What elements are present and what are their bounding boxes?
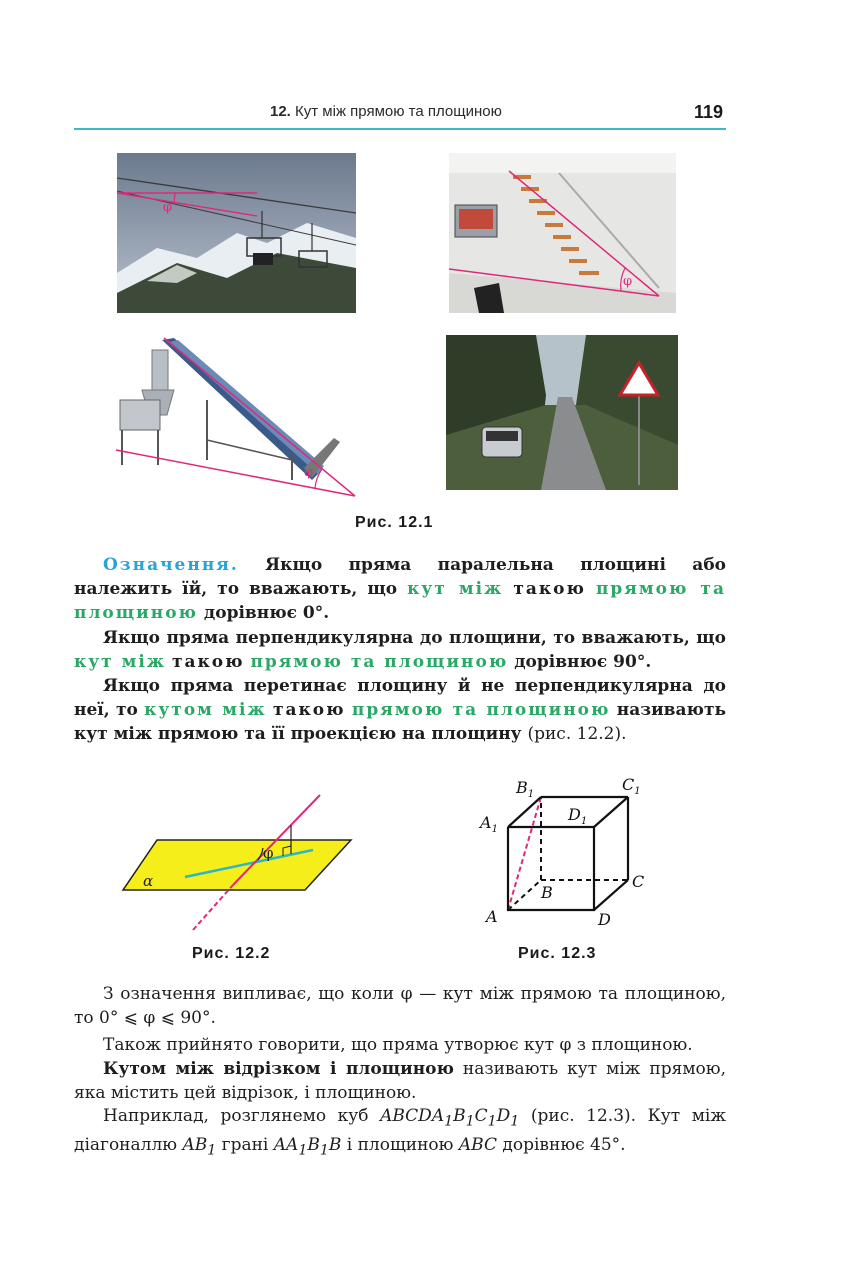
label-C1-sub: 1 — [634, 786, 641, 797]
label-C1: C — [622, 775, 635, 794]
label-D1-sub: 1 — [580, 816, 588, 827]
label-B1-sub: 1 — [527, 789, 535, 800]
label-D1: D — [568, 805, 581, 824]
p7-face-sub2: 1 — [319, 1142, 329, 1159]
p3-text-b: називають кут між прямою та її проекцією на площину — [74, 700, 727, 744]
label-A1-sub: 1 — [491, 824, 498, 835]
alpha-label: α — [143, 872, 154, 890]
p7-face-b: B — [307, 1135, 320, 1156]
label-A: A — [486, 907, 498, 926]
svg-text:C1 — [622, 775, 641, 797]
paragraph-4 — [74, 982, 726, 1030]
word-takoyu-3: такою — [272, 700, 346, 720]
p7-ab-sub: 1 — [207, 1142, 217, 1159]
paragraph-5 — [74, 1033, 726, 1057]
p7-cube-b: B — [453, 1106, 466, 1126]
fig-12-1-caption: Рис. 12.1 — [355, 514, 434, 531]
svg-text:D1 — [567, 805, 587, 827]
phi-label-photo2: φ — [623, 274, 633, 289]
p1-text-b: дорівнює 0°. — [203, 603, 330, 623]
term-kut-mizh: кут між — [407, 579, 504, 599]
photo-staircase — [449, 153, 676, 313]
term-kutom-mizh: кутом між — [144, 700, 267, 720]
chapter-title: Кут між прямою та площиною — [295, 103, 502, 120]
p3-text-c: (рис. 12.2). — [527, 724, 627, 744]
p7-face-b2: B — [328, 1135, 342, 1156]
definition-paragraph-1 — [74, 553, 726, 625]
definition-label: Означення. — [103, 555, 239, 575]
p7-abc: ABC — [458, 1135, 497, 1156]
p7-diagonal — [182, 1135, 217, 1159]
label-B: B — [541, 883, 553, 902]
figure-12-2 — [115, 790, 365, 940]
p3-text-a: Якщо пряма перетинає площину й не перпендикулярна до неї, то — [74, 676, 726, 720]
phi-label-photo1: φ — [163, 200, 173, 215]
p2-text-b: дорівнює 90°. — [514, 652, 652, 672]
p7-ab: AB — [182, 1135, 208, 1156]
definition-paragraph-3 — [74, 674, 726, 746]
p7-cube-c: C — [474, 1106, 488, 1126]
label-A1: A — [480, 813, 492, 832]
label-D: D — [598, 910, 611, 929]
p7-text-e: дорівнює 45°. — [502, 1135, 626, 1156]
word-takoyu-2: такою — [171, 652, 245, 672]
fig-12-3-caption: Рис. 12.3 — [518, 945, 597, 962]
label-C: C — [632, 872, 645, 891]
p7-face-aa: AA — [273, 1135, 299, 1156]
svg-text:B1 — [515, 778, 534, 800]
header-rule — [74, 128, 726, 130]
p4-text: З означення випливає, що коли φ — кут між прямою та площиною, то 0° ⩽ φ ⩽ 90°. — [74, 984, 726, 1028]
p5-text: Також прийнято говорити, що пряма утворює кут φ з площиною. — [103, 1035, 693, 1055]
p7-sub-a1: 1 — [444, 1113, 454, 1130]
term-kut-mizh-2: кут між — [74, 652, 167, 672]
p7-sub-d1: 1 — [510, 1113, 520, 1130]
p2-text-a: Якщо пряма перпендикулярна до площини, то вважають, що — [103, 628, 726, 648]
term-pryamoyu-2: прямою та площиною — [250, 652, 509, 672]
p1-text-a: Якщо пряма паралельна площині або належить їй, то вважають, що — [74, 555, 727, 599]
p7-face — [273, 1135, 342, 1159]
p6-bold: Кутом між відрізком і площиною — [103, 1059, 454, 1079]
fig-12-2-caption: Рис. 12.2 — [192, 945, 271, 962]
p7-text-d: і площиною — [346, 1135, 454, 1156]
p7-cube-d: D — [496, 1106, 511, 1126]
label-B1: B — [516, 778, 528, 797]
p7-sub-c1: 1 — [487, 1113, 497, 1130]
phi-label-fig2: φ — [263, 844, 274, 862]
word-takoyu: такою — [513, 579, 586, 599]
p7-text-c: грані — [221, 1135, 269, 1156]
term-pryamoyu-3: прямою та площиною — [351, 700, 611, 720]
photo-conveyor — [112, 330, 362, 500]
definition-paragraph-2 — [74, 626, 726, 674]
p7-text-b: (рис. 12.3). Кут між діагоналлю — [74, 1106, 726, 1156]
phi-label-photo3: φ — [304, 465, 314, 480]
chapter-number: 12. — [270, 103, 291, 120]
p7-text-a: Наприклад, розглянемо куб — [103, 1106, 369, 1126]
p7-cube-letters: ABCDA — [380, 1106, 445, 1126]
p7-sub-b1: 1 — [465, 1113, 475, 1130]
page-number: 119 — [694, 102, 724, 122]
p7-face-sub1: 1 — [298, 1142, 308, 1159]
paragraph-6 — [74, 1057, 726, 1105]
figure-12-3 — [470, 770, 660, 935]
paragraph-7 — [74, 1104, 726, 1163]
p7-cube-name — [380, 1106, 520, 1130]
svg-text:A1 — [478, 813, 498, 835]
term-pryamoyu: прямою та площиною — [74, 579, 726, 623]
photo-road — [446, 335, 678, 490]
p6-rest: називають кут між прямою, яка містить цей відрізок, і площиною. — [74, 1059, 726, 1103]
photo-chairlift — [117, 153, 356, 313]
running-header — [270, 103, 502, 120]
